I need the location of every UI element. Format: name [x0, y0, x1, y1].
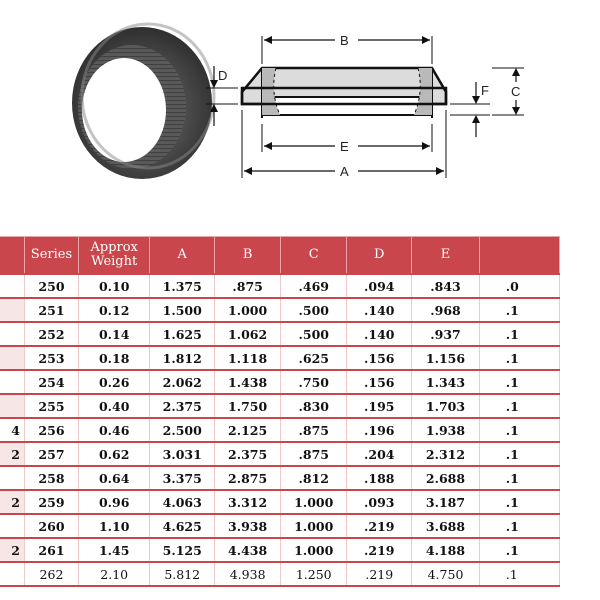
- table-row: [0, 346, 560, 370]
- cell-b: 2.125: [215, 418, 281, 442]
- cell-size: [0, 394, 24, 418]
- cell-a: 4.625: [150, 514, 215, 538]
- cell-series: 260: [24, 514, 78, 538]
- cell-series: 262: [24, 562, 78, 586]
- cell-series: 251: [24, 298, 78, 322]
- cell-size: [0, 514, 24, 538]
- cell-a: 1.625: [150, 322, 215, 346]
- cell-weight: 0.12: [79, 298, 150, 322]
- figure-svg: [0, 0, 600, 232]
- cell-series: 253: [24, 346, 78, 370]
- table-row: [0, 394, 560, 418]
- cell-f: .1: [479, 562, 559, 586]
- weld-fitting-photo: [72, 24, 214, 179]
- cell-e: 3.688: [412, 514, 480, 538]
- cell-a: 1.500: [150, 298, 215, 322]
- cell-e: .937: [412, 322, 480, 346]
- cell-d: .140: [347, 322, 412, 346]
- table-header-row: [0, 237, 560, 275]
- cell-b: 1.750: [215, 394, 281, 418]
- cell-weight: 0.10: [79, 274, 150, 298]
- table-row: [0, 298, 560, 322]
- cell-series: 256: [24, 418, 78, 442]
- cell-b: 1.062: [215, 322, 281, 346]
- dim-label-e: E: [340, 139, 349, 154]
- cell-series: 254: [24, 370, 78, 394]
- table-row: [0, 490, 560, 514]
- cell-size: [0, 274, 24, 298]
- cell-a: 2.062: [150, 370, 215, 394]
- cell-weight: 1.10: [79, 514, 150, 538]
- cell-b: 3.312: [215, 490, 281, 514]
- cell-a: 1.375: [150, 274, 215, 298]
- cell-f: .1: [479, 370, 559, 394]
- cell-weight: 0.40: [79, 394, 150, 418]
- cell-c: .875: [281, 442, 347, 466]
- cell-c: .625: [281, 346, 347, 370]
- cell-e: 4.750: [412, 562, 480, 586]
- cell-b: 2.875: [215, 466, 281, 490]
- cell-a: 3.031: [150, 442, 215, 466]
- cell-e: 2.688: [412, 466, 480, 490]
- cell-d: .219: [347, 514, 412, 538]
- header-size: [0, 237, 24, 275]
- dim-label-c: C: [511, 84, 521, 99]
- cell-size: [0, 466, 24, 490]
- cell-size: [0, 370, 24, 394]
- cell-f: .1: [479, 466, 559, 490]
- cell-d: .093: [347, 490, 412, 514]
- cell-d: .188: [347, 466, 412, 490]
- cell-size: 2: [0, 538, 24, 562]
- cell-series: 252: [24, 322, 78, 346]
- cell-e: .968: [412, 298, 480, 322]
- cell-weight: 2.10: [79, 562, 150, 586]
- dimensions-table: [0, 236, 560, 587]
- cell-c: .812: [281, 466, 347, 490]
- dim-label-b: B: [340, 33, 349, 48]
- cell-c: 1.250: [281, 562, 347, 586]
- cell-c: 1.000: [281, 514, 347, 538]
- table-row: [0, 274, 560, 298]
- header-b: B: [215, 237, 281, 275]
- cell-f: .1: [479, 490, 559, 514]
- cell-b: .875: [215, 274, 281, 298]
- cell-e: 4.188: [412, 538, 480, 562]
- cell-a: 4.063: [150, 490, 215, 514]
- cell-e: 1.703: [412, 394, 480, 418]
- cell-series: 250: [24, 274, 78, 298]
- cell-series: 255: [24, 394, 78, 418]
- header-c: C: [281, 237, 347, 275]
- cell-c: .500: [281, 298, 347, 322]
- product-figure: [0, 0, 600, 232]
- table-row: [0, 514, 560, 538]
- cell-weight: 0.64: [79, 466, 150, 490]
- cell-weight: 0.96: [79, 490, 150, 514]
- cell-size: [0, 322, 24, 346]
- cell-d: .196: [347, 418, 412, 442]
- cell-a: 2.500: [150, 418, 215, 442]
- cell-d: .094: [347, 274, 412, 298]
- cell-size: [0, 298, 24, 322]
- cell-d: .219: [347, 562, 412, 586]
- dimensions-table-wrap: [0, 236, 600, 600]
- cell-f: .1: [479, 514, 559, 538]
- cell-f: .0: [479, 274, 559, 298]
- cell-size: [0, 562, 24, 586]
- table-row: [0, 370, 560, 394]
- cell-b: 1.118: [215, 346, 281, 370]
- cell-weight: 0.18: [79, 346, 150, 370]
- cell-series: 257: [24, 442, 78, 466]
- cell-b: 3.938: [215, 514, 281, 538]
- cell-f: .1: [479, 442, 559, 466]
- dim-label-d: D: [218, 68, 228, 83]
- cell-weight: 0.26: [79, 370, 150, 394]
- cell-c: .469: [281, 274, 347, 298]
- cell-e: 2.312: [412, 442, 480, 466]
- cell-d: .195: [347, 394, 412, 418]
- cell-b: 1.000: [215, 298, 281, 322]
- cell-e: 3.187: [412, 490, 480, 514]
- cell-c: .500: [281, 322, 347, 346]
- cell-weight: 0.14: [79, 322, 150, 346]
- cell-f: .1: [479, 418, 559, 442]
- cell-e: .843: [412, 274, 480, 298]
- cell-b: 4.938: [215, 562, 281, 586]
- cell-a: 3.375: [150, 466, 215, 490]
- table-row: [0, 562, 560, 586]
- table-row: [0, 322, 560, 346]
- cell-c: .750: [281, 370, 347, 394]
- cell-e: 1.938: [412, 418, 480, 442]
- cell-weight: 0.62: [79, 442, 150, 466]
- dim-label-f: F: [481, 83, 489, 98]
- cell-d: .156: [347, 346, 412, 370]
- header-f: [479, 237, 559, 275]
- cell-weight: 1.45: [79, 538, 150, 562]
- cell-size: [0, 346, 24, 370]
- table-row: [0, 538, 560, 562]
- cell-series: 261: [24, 538, 78, 562]
- cell-b: 1.438: [215, 370, 281, 394]
- cell-size: 2: [0, 490, 24, 514]
- cell-f: .1: [479, 346, 559, 370]
- cell-d: .140: [347, 298, 412, 322]
- header-a: A: [150, 237, 215, 275]
- table-row: [0, 418, 560, 442]
- table-row: [0, 466, 560, 490]
- cell-a: 5.125: [150, 538, 215, 562]
- cell-a: 5.812: [150, 562, 215, 586]
- cell-series: 258: [24, 466, 78, 490]
- cell-weight: 0.46: [79, 418, 150, 442]
- cell-a: 2.375: [150, 394, 215, 418]
- dim-label-a: A: [340, 164, 349, 179]
- cell-d: .156: [347, 370, 412, 394]
- cell-e: 1.343: [412, 370, 480, 394]
- cell-f: .1: [479, 298, 559, 322]
- header-approx-weight: Approx Weight: [79, 237, 150, 275]
- header-series: Series: [24, 237, 78, 275]
- cell-size: 4: [0, 418, 24, 442]
- table-row: [0, 442, 560, 466]
- cell-e: 1.156: [412, 346, 480, 370]
- cell-d: .219: [347, 538, 412, 562]
- cell-c: 1.000: [281, 538, 347, 562]
- cell-f: .1: [479, 538, 559, 562]
- cell-size: 2: [0, 442, 24, 466]
- cell-f: .1: [479, 322, 559, 346]
- cell-c: 1.000: [281, 490, 347, 514]
- cell-b: 4.438: [215, 538, 281, 562]
- header-e: E: [412, 237, 480, 275]
- cell-c: .875: [281, 418, 347, 442]
- cell-b: 2.375: [215, 442, 281, 466]
- cross-section-diagram: [206, 36, 524, 178]
- cell-series: 259: [24, 490, 78, 514]
- cell-f: .1: [479, 394, 559, 418]
- header-d: D: [347, 237, 412, 275]
- cell-a: 1.812: [150, 346, 215, 370]
- cell-c: .830: [281, 394, 347, 418]
- cell-d: .204: [347, 442, 412, 466]
